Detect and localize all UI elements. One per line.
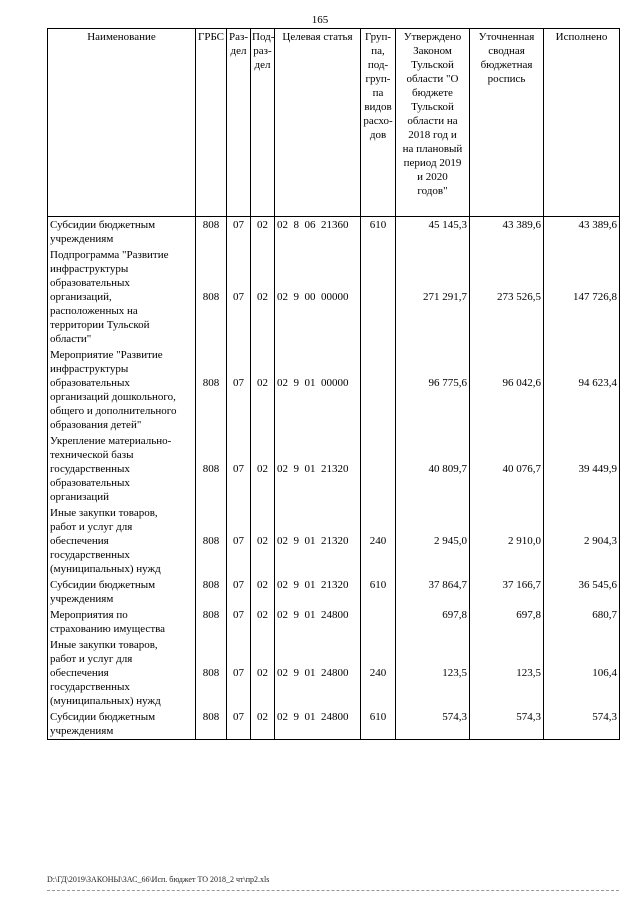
row-group: 610 — [361, 577, 396, 607]
row-subsection: 02 — [251, 217, 275, 248]
row-refined: 2 910,0 — [470, 505, 544, 577]
row-name: Иные закупки товаров, работ и услуг для обеспечения государственных (муниципальных) нужд — [48, 637, 196, 709]
row-name: Субсидии бюджетным учреждениям — [48, 577, 196, 607]
row-executed: 36 545,6 — [544, 577, 620, 607]
row-subsection: 02 — [251, 433, 275, 505]
row-grbs: 808 — [196, 217, 227, 248]
budget-table — [47, 28, 620, 740]
header-refined: Уточненная сводная бюджетная роспись — [470, 29, 544, 217]
table-row — [48, 217, 620, 248]
row-name: Субсидии бюджетным учреждениям — [48, 217, 196, 248]
row-section: 07 — [227, 607, 251, 637]
file-path-footer: D:\ГД\2019\ЗАКОНЫ\ЗАС_66\Исп. бюджет ТО 2018_2 чт\пр2.xls — [47, 875, 270, 884]
row-group: 240 — [361, 505, 396, 577]
table-row — [48, 347, 620, 433]
row-grbs: 808 — [196, 247, 227, 347]
row-subsection: 02 — [251, 607, 275, 637]
row-group: 610 — [361, 709, 396, 740]
row-subsection: 02 — [251, 347, 275, 433]
row-target-article: 02 9 01 21320 — [275, 577, 361, 607]
row-subsection: 02 — [251, 577, 275, 607]
row-refined: 123,5 — [470, 637, 544, 709]
row-section: 07 — [227, 709, 251, 740]
row-target-article: 02 9 00 00000 — [275, 247, 361, 347]
row-grbs: 808 — [196, 709, 227, 740]
table-row — [48, 709, 620, 740]
row-group — [361, 433, 396, 505]
table-row — [48, 577, 620, 607]
row-section: 07 — [227, 217, 251, 248]
row-subsection: 02 — [251, 709, 275, 740]
row-refined: 37 166,7 — [470, 577, 544, 607]
footer-divider — [47, 890, 619, 891]
row-grbs: 808 — [196, 347, 227, 433]
header-group: Груп- па, под- груп- па видов расхо- дов — [361, 29, 396, 217]
row-executed: 574,3 — [544, 709, 620, 740]
row-executed: 680,7 — [544, 607, 620, 637]
row-name: Иные закупки товаров, работ и услуг для обеспечения государственных (муниципальных) нужд — [48, 505, 196, 577]
row-approved: 37 864,7 — [396, 577, 470, 607]
row-name: Укрепление материально- технической базы государственных образовательных организаций — [48, 433, 196, 505]
row-refined: 96 042,6 — [470, 347, 544, 433]
row-section: 07 — [227, 433, 251, 505]
row-target-article: 02 9 01 24800 — [275, 637, 361, 709]
row-group — [361, 607, 396, 637]
header-name: Наименование — [48, 29, 196, 217]
row-executed: 106,4 — [544, 637, 620, 709]
row-refined: 40 076,7 — [470, 433, 544, 505]
header-section: Раз- дел — [227, 29, 251, 217]
row-executed: 2 904,3 — [544, 505, 620, 577]
row-name: Мероприятия по страхованию имущества — [48, 607, 196, 637]
row-refined: 43 389,6 — [470, 217, 544, 248]
row-group — [361, 347, 396, 433]
row-grbs: 808 — [196, 433, 227, 505]
row-group — [361, 247, 396, 347]
row-executed: 43 389,6 — [544, 217, 620, 248]
header-executed: Исполнено — [544, 29, 620, 217]
row-approved: 574,3 — [396, 709, 470, 740]
row-target-article: 02 8 06 21360 — [275, 217, 361, 248]
row-refined: 574,3 — [470, 709, 544, 740]
row-section: 07 — [227, 637, 251, 709]
row-subsection: 02 — [251, 505, 275, 577]
row-approved: 123,5 — [396, 637, 470, 709]
table-row — [48, 637, 620, 709]
row-approved: 40 809,7 — [396, 433, 470, 505]
row-executed: 94 623,4 — [544, 347, 620, 433]
row-subsection: 02 — [251, 637, 275, 709]
header-approved: Утверждено Законом Тульской области "О бюджете Тульской области на 2018 год и на плановый период 2019 и 2020 годов" — [396, 29, 470, 217]
row-approved: 271 291,7 — [396, 247, 470, 347]
row-group: 610 — [361, 217, 396, 248]
row-section: 07 — [227, 577, 251, 607]
row-name: Подпрограмма "Развитие инфраструктуры образовательных организаций, расположенных на территории Тульской области" — [48, 247, 196, 347]
row-approved: 2 945,0 — [396, 505, 470, 577]
row-name: Субсидии бюджетным учреждениям — [48, 709, 196, 740]
header-target: Целевая статья — [275, 29, 361, 217]
row-target-article: 02 9 01 00000 — [275, 347, 361, 433]
row-refined: 273 526,5 — [470, 247, 544, 347]
row-target-article: 02 9 01 21320 — [275, 433, 361, 505]
row-subsection: 02 — [251, 247, 275, 347]
row-section: 07 — [227, 247, 251, 347]
row-name: Мероприятие "Развитие инфраструктуры образовательных организаций дошкольного, общего и дополнительного образования детей" — [48, 347, 196, 433]
row-target-article: 02 9 01 24800 — [275, 607, 361, 637]
row-approved: 45 145,3 — [396, 217, 470, 248]
table-row — [48, 247, 620, 347]
table-row — [48, 607, 620, 637]
row-target-article: 02 9 01 24800 — [275, 709, 361, 740]
row-grbs: 808 — [196, 607, 227, 637]
table-row — [48, 433, 620, 505]
header-row — [48, 29, 620, 217]
header-grbs: ГРБС — [196, 29, 227, 217]
row-section: 07 — [227, 347, 251, 433]
row-grbs: 808 — [196, 637, 227, 709]
row-refined: 697,8 — [470, 607, 544, 637]
row-grbs: 808 — [196, 577, 227, 607]
row-approved: 96 775,6 — [396, 347, 470, 433]
row-grbs: 808 — [196, 505, 227, 577]
header-subsection: Под- раз- дел — [251, 29, 275, 217]
row-executed: 147 726,8 — [544, 247, 620, 347]
row-target-article: 02 9 01 21320 — [275, 505, 361, 577]
row-approved: 697,8 — [396, 607, 470, 637]
row-group: 240 — [361, 637, 396, 709]
page-number: 165 — [311, 14, 329, 26]
row-section: 07 — [227, 505, 251, 577]
row-executed: 39 449,9 — [544, 433, 620, 505]
table-row — [48, 505, 620, 577]
